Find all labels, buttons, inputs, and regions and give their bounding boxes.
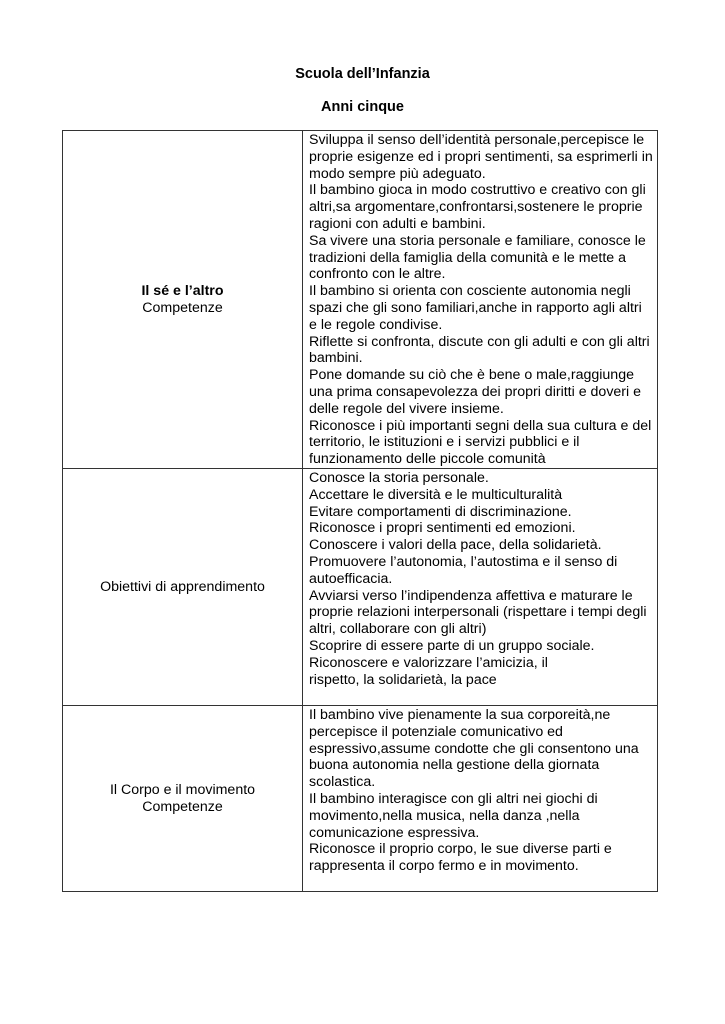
content-paragraph: Il bambino interagisce con gli altri nei giochi di movimento,nella musica, nella danza ,nella comunicazione espressiva. xyxy=(309,790,598,841)
row-label-cell xyxy=(63,131,303,469)
table-row-obiettivi xyxy=(63,469,658,706)
content-paragraph: rispetto, la solidarietà, la pace xyxy=(309,671,497,688)
row-content-cell xyxy=(303,469,658,706)
row-label-cell xyxy=(63,706,303,892)
row-content-cell xyxy=(303,131,658,469)
row-label-title: Il sé e l’altro xyxy=(141,282,224,299)
document-title: Scuola dell’Infanzia xyxy=(295,66,430,82)
row-label-title: Il Corpo e il movimento xyxy=(109,781,256,798)
content-paragraph: Pone domande su ciò che è bene o male,raggiunge una prima consapevolezza dei propri diritti e doveri e delle regole del vivere insieme. xyxy=(309,367,642,417)
content-paragraph: Riconosce il proprio corpo, le sue diverse parti e rappresenta il corpo fermo e in movimento. xyxy=(309,841,612,875)
content-paragraph: Riconoscere e valorizzare l’amicizia, il xyxy=(309,654,548,671)
content-paragraph: Il bambino vive pienamente la sua corporeità,ne percepisce il potenziale comunicativo ed espressivo,assume condotte che gli consentono una buona autonomia nella gestione della giornata scolastica. xyxy=(309,707,639,791)
document-subtitle: Anni cinque xyxy=(321,99,404,115)
row-label-cell xyxy=(63,469,303,706)
row-content-cell xyxy=(303,706,658,892)
content-paragraph: Riconosce i propri sentimenti ed emozioni. xyxy=(309,520,576,537)
content-paragraph: Riconosce i più importanti segni della sua cultura e del territorio, le istituzioni e i servizi pubblici e il funzionamento delle piccole comunità xyxy=(309,417,652,468)
content-paragraph: Scoprire di essere parte di un gruppo sociale. xyxy=(309,637,595,654)
content-paragraph: Accettare le diversità e le multiculturalità xyxy=(309,486,563,503)
content-paragraph: Sviluppa il senso dell’identità personale,percepisce le proprie esigenze ed i propri sentimenti, sa esprimerli in modo sempre più adeguato. xyxy=(309,132,653,182)
content-paragraph: Il bambino gioca in modo costruttivo e creativo con gli altri,sa argomentare,confrontarsi,sostenere le proprie ragioni con adulti e bambini. xyxy=(309,182,646,232)
content-paragraph: Il bambino si orienta con cosciente autonomia negli spazi che gli sono familiari,anche in rapporto agli altri e le regole condivise. xyxy=(309,283,642,333)
competences-table xyxy=(62,130,658,892)
content-paragraph: Conoscere i valori della pace, della solidarietà. xyxy=(309,537,602,554)
content-paragraph: Promuovere l’autonomia, l’autostima e il senso di autoefficacia. xyxy=(309,553,618,587)
table-row-corpo-e-movimento xyxy=(63,706,658,892)
content-paragraph: Avviarsi verso l’indipendenza affettiva e maturare le proprie relazioni interpersonali (rispettare i tempi degli altri, collaborare con gli altri) xyxy=(309,587,647,638)
row-label-subtitle: Competenze xyxy=(142,299,223,316)
content-paragraph: Conosce la storia personale. xyxy=(309,470,489,486)
table-row-il-se-e-l-altro xyxy=(63,131,658,469)
content-paragraph: Evitare comportamenti di discriminazione. xyxy=(309,503,572,520)
content-paragraph: Sa vivere una storia personale e familiare, conosce le tradizioni della famiglia della comunità e le mette a confronto con le altre. xyxy=(309,232,646,283)
row-label-subtitle: Competenze xyxy=(142,798,223,815)
row-label-title: Obiettivi di apprendimento xyxy=(100,578,265,595)
content-paragraph: Riflette si confronta, discute con gli adulti e con gli altri bambini. xyxy=(309,333,650,367)
